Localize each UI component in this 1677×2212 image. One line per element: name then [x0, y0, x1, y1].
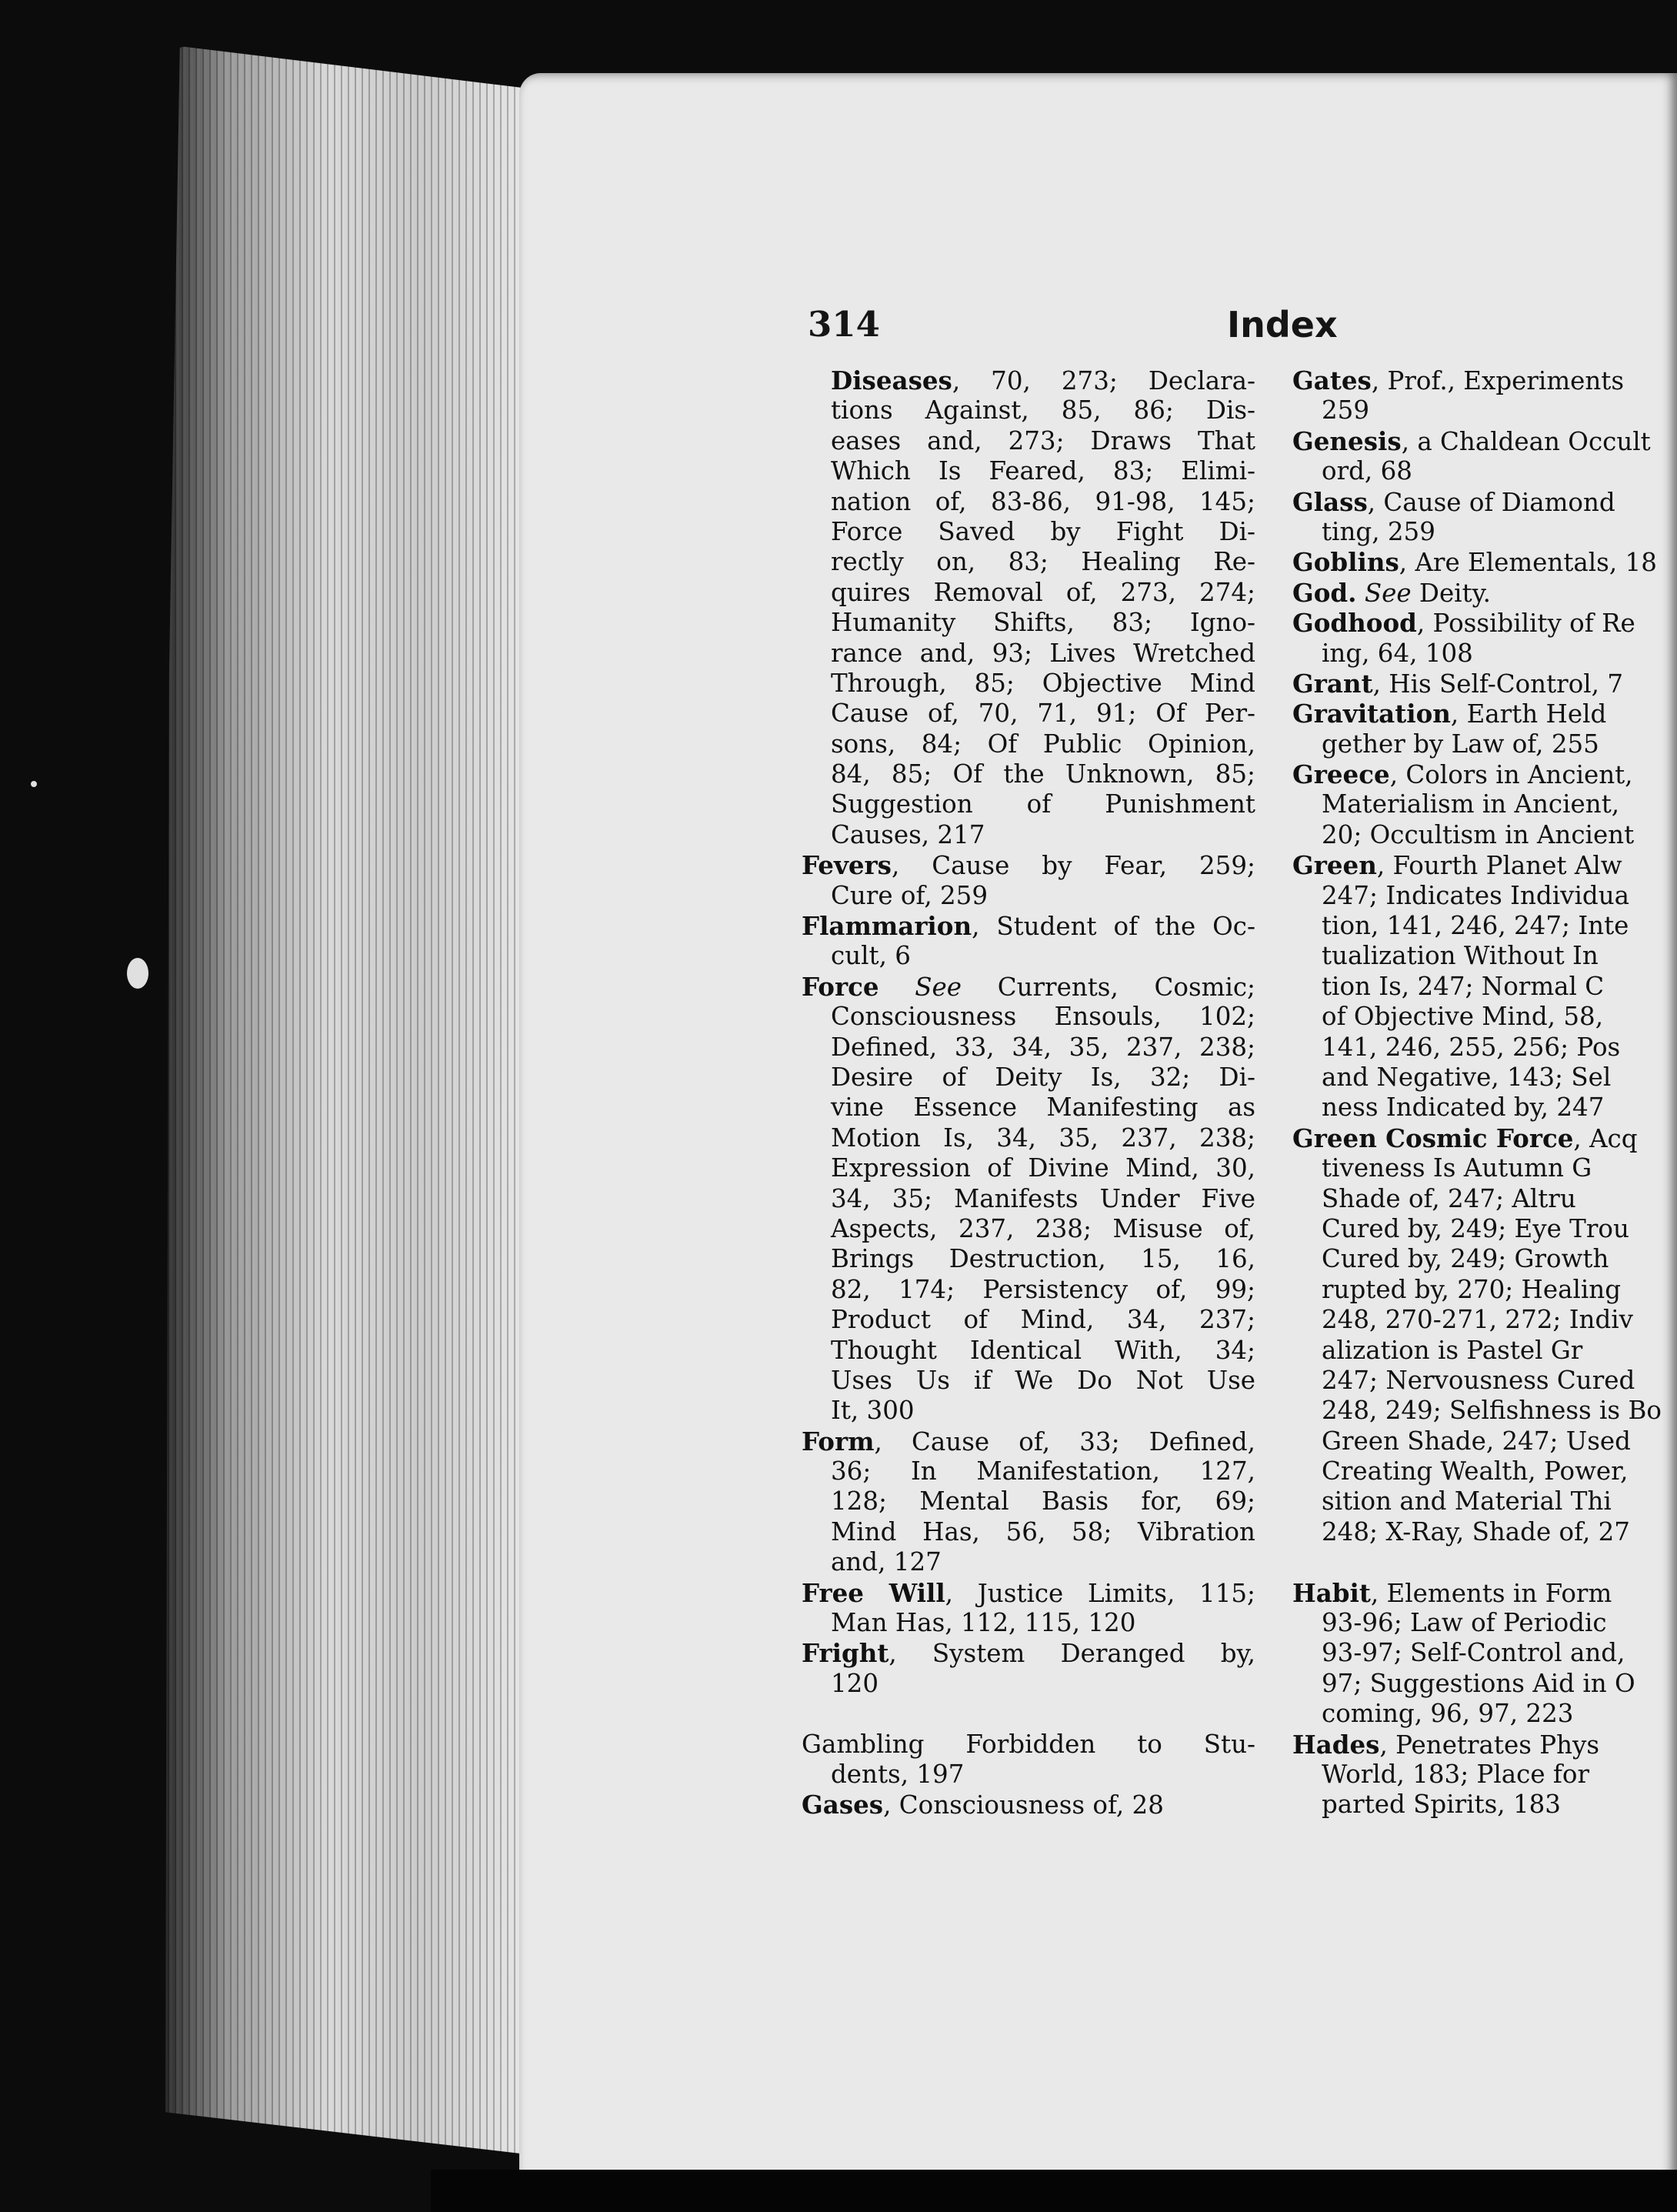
index-entry-line: World, 183; Place for: [1322, 1759, 1590, 1789]
index-entry-head: Greece, Colors in Ancient,: [1292, 759, 1633, 790]
index-entry-line: sons, 84; Of Public Opinion,: [831, 729, 1255, 759]
index-entry-line: 34, 35; Manifests Under Five: [831, 1183, 1255, 1213]
index-entry-line: coming, 96, 97, 223: [1322, 1699, 1574, 1729]
index-entry-line: 97; Suggestions Aid in O: [1322, 1668, 1635, 1698]
index-entry-head: Godhood, Possibility of Re: [1292, 608, 1635, 639]
index-entry-line: parted Spirits, 183: [1322, 1790, 1561, 1820]
page-header: [808, 304, 1654, 350]
index-entry-line: Materialism in Ancient,: [1322, 789, 1620, 819]
index-entry-line: 84, 85; Of the Unknown, 85;: [831, 759, 1255, 789]
index-entry-line: 247; Indicates Individua: [1322, 880, 1629, 910]
index-entry-line: tualization Without In: [1322, 941, 1599, 971]
index-entry-line: 128; Mental Basis for, 69;: [831, 1486, 1255, 1516]
index-entry-line: and Negative, 143; Sel: [1322, 1062, 1612, 1092]
index-entry-line: Brings Destruction, 15, 16,: [831, 1244, 1255, 1274]
index-entry-line: Causes, 217: [831, 819, 985, 849]
index-entry-line: 248, 249; Selfishness is Bo: [1322, 1396, 1662, 1426]
index-entry-line: 93-97; Self-Control and,: [1322, 1638, 1625, 1668]
index-entry-line: Diseases, 70, 273; Declara-: [831, 365, 1255, 395]
index-entry-head: Genesis, a Chaldean Occult: [1292, 425, 1651, 456]
index-entry-line: and, 127: [831, 1547, 942, 1577]
index-entry-head: Fright, System Deranged by,: [802, 1638, 1255, 1669]
index-entry-head: Gates, Prof., Experiments: [1292, 365, 1625, 395]
index-entry-line: Suggestion of Punishment: [831, 789, 1255, 819]
page-number: 314: [808, 304, 880, 345]
index-entry-head: God. See Deity.: [1292, 577, 1492, 608]
index-entry-line: tions Against, 85, 86; Dis-: [831, 395, 1255, 425]
index-entry-line: Cause of, 70, 71, 91; Of Per-: [831, 699, 1255, 729]
index-entry-line: Cured by, 249; Eye Trou: [1322, 1213, 1629, 1243]
index-entry-line: tion, 141, 246, 247; Inte: [1322, 911, 1629, 941]
index-gap: [802, 1699, 1255, 1729]
index-entry-line: Which Is Feared, 83; Elimi-: [831, 456, 1255, 486]
index-entry-line: ting, 259: [1322, 516, 1435, 546]
index-entry-line: gether by Law of, 255: [1322, 729, 1599, 759]
index-entry-line: 120: [831, 1668, 879, 1698]
index-entry-line: Creating Wealth, Power,: [1322, 1456, 1629, 1486]
index-entry-line: alization is Pastel Gr: [1322, 1335, 1583, 1365]
index-entry-head: Form, Cause of, 33; Defined,: [802, 1426, 1255, 1456]
scan-speck: [31, 781, 37, 787]
index-entry-head: Glass, Cause of Diamond: [1292, 486, 1615, 517]
index-entry-line: Mind Has, 56, 58; Vibration: [831, 1516, 1255, 1546]
index-entry-line: rance and, 93; Lives Wretched: [831, 638, 1255, 668]
index-entry-line: Man Has, 112, 115, 120: [831, 1608, 1136, 1638]
index-entry-head: Gases, Consciousness of, 28: [802, 1790, 1164, 1820]
index-entry-line: cult, 6: [831, 941, 911, 971]
index-entry-line: ord, 68: [1322, 456, 1412, 486]
index-entry-head: Flammarion, Student of the Oc-: [802, 911, 1255, 942]
index-entry-line: dents, 197: [831, 1759, 965, 1789]
index-entry-line: Uses Us if We Do Not Use: [831, 1365, 1255, 1395]
index-entry-head: Green, Fourth Planet Alw: [1292, 850, 1622, 881]
index-entry-line: Cured by, 249; Growth: [1322, 1244, 1609, 1274]
index-entry-line: 36; In Manifestation, 127,: [831, 1456, 1255, 1486]
index-entry-line: Through, 85; Objective Mind: [831, 668, 1255, 698]
scan-speck: [127, 958, 148, 989]
index-entry-line: Expression of Divine Mind, 30,: [831, 1153, 1255, 1183]
index-entry-line: Cure of, 259: [831, 880, 989, 910]
index-entry-line: It, 300: [831, 1396, 915, 1426]
index-entry-line: Aspects, 237, 238; Misuse of,: [831, 1213, 1255, 1243]
page-title: Index: [1227, 304, 1338, 345]
index-entry-line: Motion Is, 34, 35, 237, 238;: [831, 1123, 1255, 1153]
index-entry-line: 141, 246, 255, 256; Pos: [1322, 1032, 1621, 1062]
index-entry-head: Habit, Elements in Form: [1292, 1577, 1612, 1608]
index-entry-line: 93-96; Law of Periodic: [1322, 1608, 1607, 1638]
index-entry-line: sition and Material Thi: [1322, 1486, 1612, 1516]
index-gap: [1292, 1547, 1677, 1577]
index-entry-line: vine Essence Manifesting as: [831, 1093, 1255, 1123]
index-entry-line: Defined, 33, 34, 35, 237, 238;: [831, 1032, 1255, 1062]
index-entry-head: Force See Currents, Cosmic;: [802, 971, 1255, 1002]
index-entry-line: rectly on, 83; Healing Re-: [831, 547, 1255, 577]
index-column-right: [1292, 365, 1677, 1820]
index-column-left: [802, 365, 1255, 1820]
index-entry-line: ness Indicated by, 247: [1322, 1093, 1605, 1123]
index-entry-line: eases and, 273; Draws That: [831, 425, 1255, 455]
index-entry-line: quires Removal of, 273, 274;: [831, 577, 1255, 607]
index-entry-line: 248; X-Ray, Shade of, 27: [1322, 1516, 1630, 1546]
index-entry-line: 247; Nervousness Cured: [1322, 1365, 1635, 1395]
book-page-edges: [165, 46, 527, 2154]
index-entry-line: of Objective Mind, 58,: [1322, 1002, 1604, 1032]
index-entry-line: Desire of Deity Is, 32; Di-: [831, 1062, 1255, 1092]
index-entry-line: Thought Identical With, 34;: [831, 1335, 1255, 1365]
index-entry-line: Force Saved by Fight Di-: [831, 516, 1255, 546]
index-entry-line: tion Is, 247; Normal C: [1322, 971, 1605, 1001]
index-entry-line: Product of Mind, 34, 237;: [831, 1305, 1255, 1335]
index-entry-line: Humanity Shifts, 83; Igno-: [831, 608, 1255, 638]
scan-bottom-border: [431, 2170, 1677, 2212]
index-entry-head: Fevers, Cause by Fear, 259;: [802, 850, 1255, 881]
index-entry-line: nation of, 83-86, 91-98, 145;: [831, 486, 1255, 516]
index-entry-head: Free Will, Justice Limits, 115;: [802, 1577, 1255, 1608]
index-entry-line: 259: [1322, 395, 1370, 425]
index-entry-line: Consciousness Ensouls, 102;: [831, 1002, 1255, 1032]
index-entry-line: 248, 270-271, 272; Indiv: [1322, 1305, 1634, 1335]
index-entry-head: Goblins, Are Elementals, 18: [1292, 547, 1657, 578]
index-entry-line: tiveness Is Autumn G: [1322, 1153, 1592, 1183]
index-entry-head: Gambling Forbidden to Stu-: [802, 1729, 1255, 1759]
index-entry-line: Green Shade, 247; Used: [1322, 1426, 1631, 1456]
index-entry-line: 20; Occultism in Ancient: [1322, 819, 1635, 849]
index-entry-head: Green Cosmic Force, Acq: [1292, 1123, 1638, 1153]
index-entry-head: Grant, His Self-Control, 7: [1292, 668, 1623, 699]
index-entry-line: ing, 64, 108: [1322, 638, 1473, 668]
index-entry-line: Shade of, 247; Altru: [1322, 1183, 1576, 1213]
index-entry-line: rupted by, 270; Healing: [1322, 1274, 1622, 1304]
index-entry-head: Hades, Penetrates Phys: [1292, 1729, 1600, 1760]
index-entry-head: Gravitation, Earth Held: [1292, 699, 1607, 729]
index-entry-line: 82, 174; Persistency of, 99;: [831, 1274, 1255, 1304]
